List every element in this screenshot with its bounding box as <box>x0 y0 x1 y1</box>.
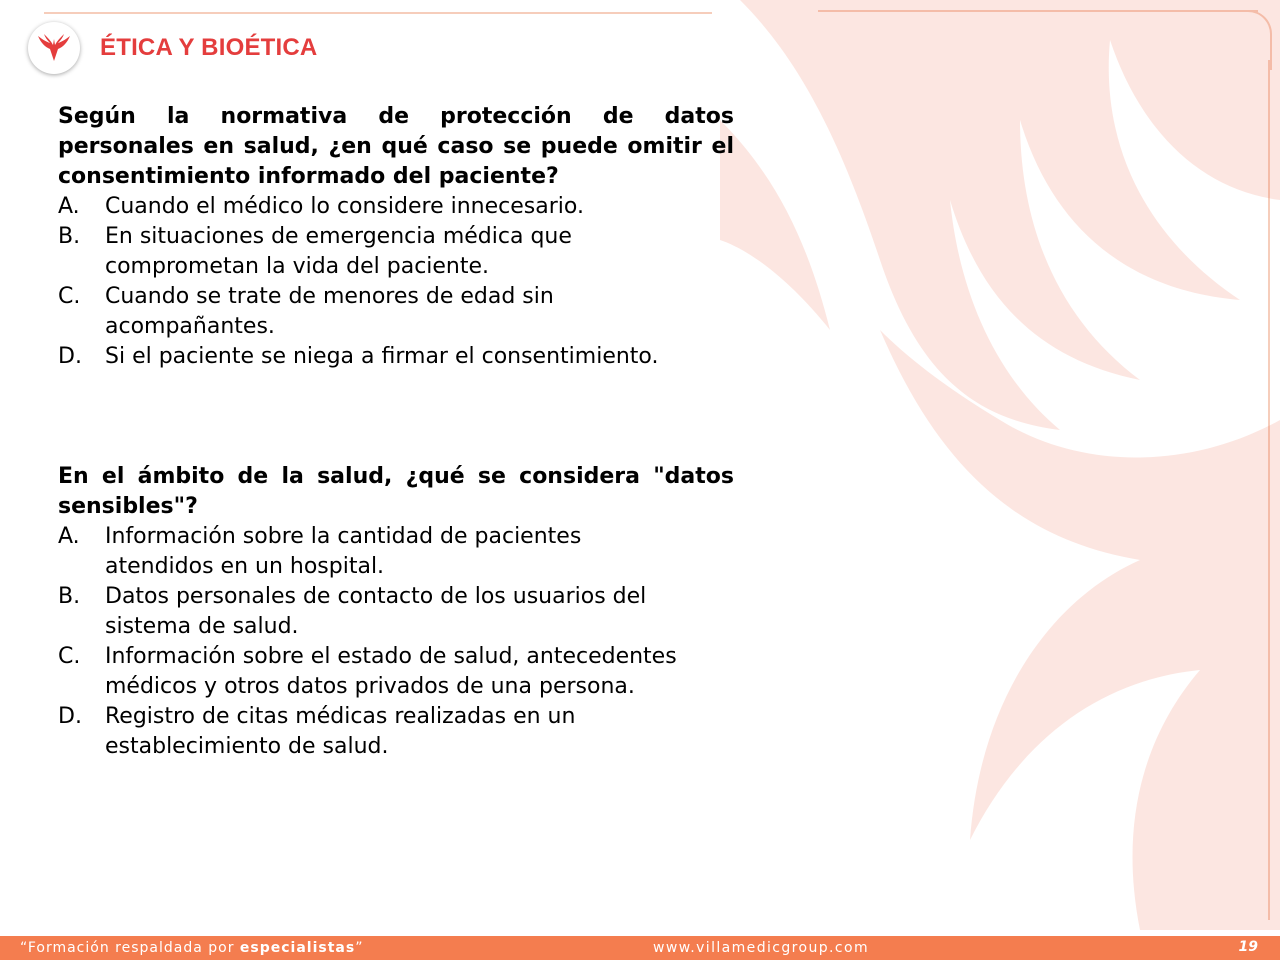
question-content <box>58 102 734 762</box>
option-letter: B. <box>58 584 81 609</box>
option-item <box>58 342 734 372</box>
footer-slogan-prefix: “Formación respaldada por <box>20 940 240 956</box>
option-item <box>58 222 734 282</box>
option-letter: C. <box>58 284 81 309</box>
footer-bar <box>0 936 1280 960</box>
option-letter: B. <box>58 224 81 249</box>
option-text: Datos personales de contacto de los usuarios del sistema de salud. <box>105 584 647 639</box>
option-item <box>58 582 734 642</box>
option-text: Registro de citas médicas realizadas en un establecimiento de salud. <box>105 704 576 759</box>
option-letter: A. <box>58 194 80 219</box>
option-text: Cuando el médico lo considere innecesario. <box>105 194 584 219</box>
page-number: 19 <box>1238 939 1258 955</box>
option-letter: D. <box>58 344 82 369</box>
footer-slogan-suffix: ” <box>355 940 364 956</box>
question-block <box>58 102 734 372</box>
option-text: Información sobre la cantidad de pacientes atendidos en un hospital. <box>105 524 582 579</box>
option-text: Si el paciente se niega a firmar el consentimiento. <box>105 344 659 369</box>
footer-slogan <box>20 940 363 956</box>
option-text: En situaciones de emergencia médica que comprometan la vida del paciente. <box>105 224 572 279</box>
phoenix-logo-icon <box>37 33 71 63</box>
frame-line-top-left <box>44 12 712 14</box>
option-item <box>58 282 734 342</box>
question-text: En el ámbito de la salud, ¿qué se considera "datos sensibles"? <box>58 464 734 519</box>
option-text: Cuando se trate de menores de edad sin acompañantes. <box>105 284 554 339</box>
footer-website-link[interactable]: www.villamedicgroup.com <box>653 940 869 956</box>
option-letter: D. <box>58 704 82 729</box>
option-item <box>58 522 734 582</box>
option-item <box>58 642 734 702</box>
phoenix-watermark-icon <box>720 0 1280 930</box>
question-text: Según la normativa de protección de datos personales en salud, ¿en qué caso se puede omitir el consentimiento informado del paciente? <box>58 104 734 189</box>
page-title: ÉTICA Y BIOÉTICA <box>100 34 318 61</box>
option-list <box>58 192 734 372</box>
option-list <box>58 522 734 762</box>
option-item <box>58 702 734 762</box>
option-text: Información sobre el estado de salud, antecedentes médicos y otros datos privados de una persona. <box>105 644 677 699</box>
company-logo <box>28 22 80 74</box>
question-block <box>58 462 734 762</box>
option-item <box>58 192 734 222</box>
footer-slogan-bold: especialistas <box>239 940 356 956</box>
option-letter: A. <box>58 524 80 549</box>
option-letter: C. <box>58 644 81 669</box>
